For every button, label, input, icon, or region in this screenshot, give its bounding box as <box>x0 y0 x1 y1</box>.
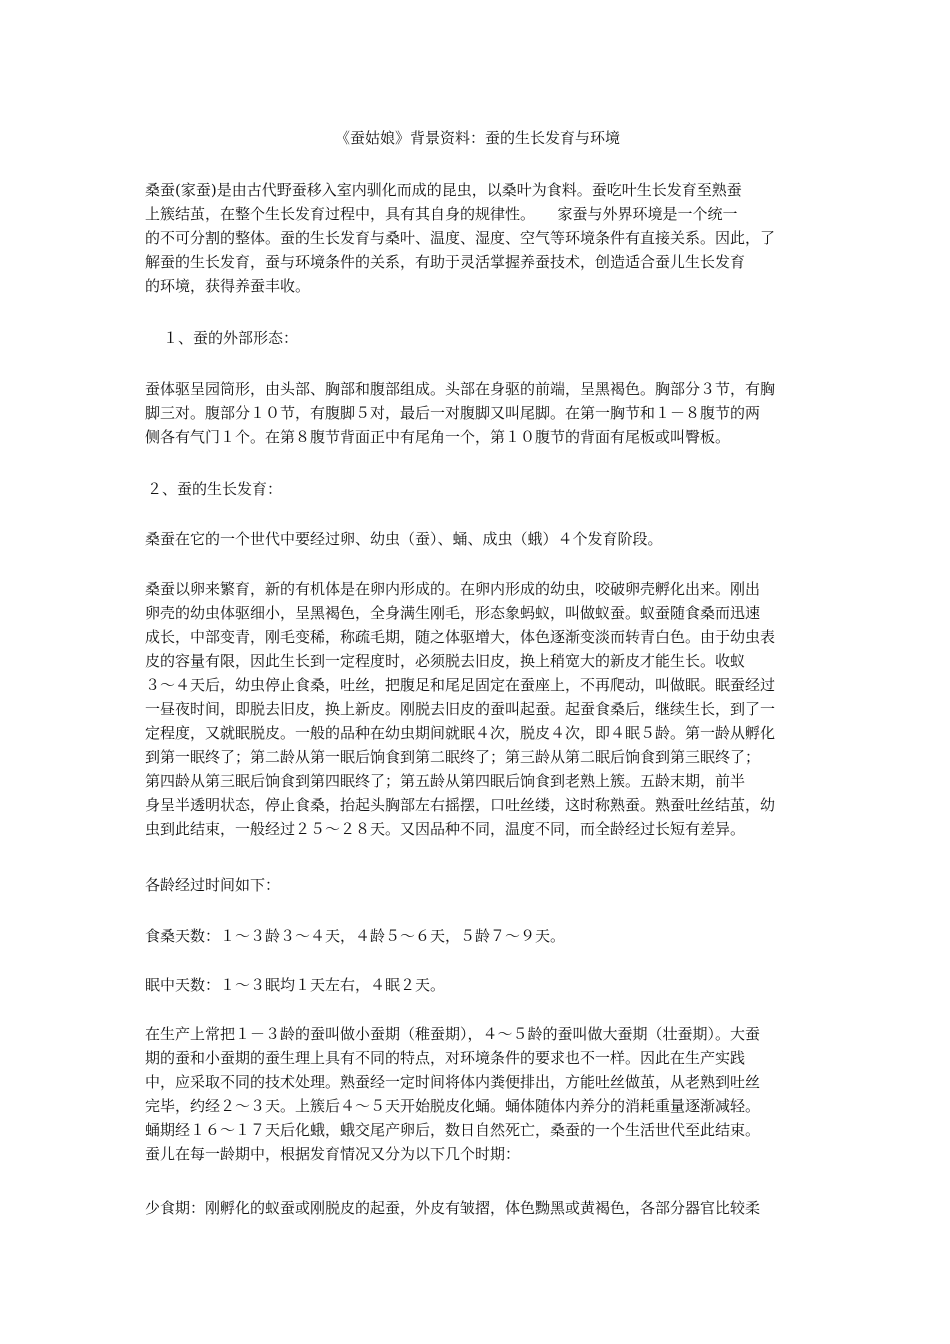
growth-paragraph <box>145 577 810 841</box>
feeding-days: 食桑天数：１～３龄３～４天，４龄５～６天，５龄７～９天。 <box>145 927 566 945</box>
intro-line: 的不可分割的整体。蚕的生长发育与桑叶、温度、湿度、空气等环境条件有直接关系。因此，了 <box>145 229 776 247</box>
growth-line: 到第一眠终了；第二龄从第一眠后饷食到第二眠终了；第三龄从第二眠后饷食到第三眠终了； <box>145 748 761 766</box>
stages-paragraph: 桑蚕在它的一个世代中要经过卵、幼虫（蚕）、蛹、成虫（蛾）４个发育阶段。 <box>145 530 663 548</box>
growth-line: 定程度，又就眠脱皮。一般的品种在幼虫期间就眠４次，脱皮４次，即４眠５龄。第一龄从孵化 <box>145 724 776 742</box>
intro-line: 解蚕的生长发育，蚕与环境条件的关系，有助于灵活掌握养蚕技术，创造适合蚕儿生长发育 <box>145 253 746 271</box>
production-line: 蛹期经１６～１７天后化蛾，蛾交尾产卵后，数日自然死亡，桑蚕的一个生活世代至此结束。 <box>145 1121 761 1139</box>
production-line: 在生产上常把１－３龄的蚕叫做小蚕期（稚蚕期），４～５龄的蚕叫做大蚕期（壮蚕期）。大蚕 <box>145 1025 761 1043</box>
age-intro: 各龄经过时间如下： <box>145 876 281 894</box>
growth-line: 卵壳的幼虫体驱细小，呈黑褐色，全身满生刚毛，形态象蚂蚁，叫做蚁蚕。蚁蚕随食桑而迅速 <box>145 604 761 622</box>
intro-line: 的环境，获得养蚕丰收。 <box>145 277 311 295</box>
production-paragraph <box>145 1022 810 1166</box>
growth-line: 一昼夜时间，即脱去旧皮，换上新皮。刚脱去旧皮的蚕叫起蚕。起蚕食桑后，继续生长，到了一 <box>145 700 776 718</box>
morphology-line: 侧各有气门１个。在第８腹节背面正中有尾角一个，第１０腹节的背面有尾板或叫臀板。 <box>145 428 731 446</box>
molting-days: 眠中天数：１～３眠均１天左右，４眠２天。 <box>145 976 446 994</box>
intro-paragraph <box>145 178 810 298</box>
intro-line: 上簇结茧，在整个生长发育过程中，具有其自身的规律性。 家蚕与外界环境是一个统一 <box>145 205 738 223</box>
morphology-paragraph <box>145 377 810 449</box>
production-line: 完毕，约经２～３天。上簇后４～５天开始脱皮化蛹。蛹体随体内养分的消耗重量逐渐减轻。 <box>145 1097 761 1115</box>
low-feeding-paragraph: 少食期：刚孵化的蚁蚕或刚脱皮的起蚕，外皮有皱摺，体色黝黑或黄褐色，各部分器官比较柔 <box>145 1199 761 1217</box>
intro-line: 桑蚕(家蚕)是由古代野蚕移入室内驯化而成的昆虫，以桑叶为食料。蚕吃叶生长发育至熟蚕 <box>145 181 742 199</box>
morphology-line: 脚三对。腹部分１０节，有腹脚５对，最后一对腹脚又叫尾脚。在第一胸节和１－８腹节的两 <box>145 404 761 422</box>
section-heading-growth: ２、蚕的生长发育： <box>147 480 283 498</box>
growth-line: 桑蚕以卵来繁育，新的有机体是在卵内形成的。在卵内形成的幼虫，咬破卵壳孵化出来。刚出 <box>145 580 761 598</box>
growth-line: 虫到此结束，一般经过２５～２８天。又因品种不同，温度不同，而全龄经过长短有差异。 <box>145 820 746 838</box>
growth-line: 成长，中部变青，刚毛变稀，称疏毛期，随之体驱增大，体色逐渐变淡而转青白色。由于幼虫表 <box>145 628 776 646</box>
section-heading-morphology: １、蚕的外部形态： <box>163 329 299 347</box>
growth-line: 皮的容量有限，因此生长到一定程度时，必须脱去旧皮，换上稍宽大的新皮才能生长。收蚁 <box>145 652 746 670</box>
production-line: 蚕儿在每一龄期中，根据发育情况又分为以下几个时期： <box>145 1145 521 1163</box>
document-title: 《蚕姑娘》背景资料：蚕的生长发育与环境 <box>334 129 620 147</box>
production-line: 中，应采取不同的技术处理。熟蚕经一定时间将体内粪便排出，方能吐丝做茧，从老熟到吐丝 <box>145 1073 761 1091</box>
production-line: 期的蚕和小蚕期的蚕生理上具有不同的特点，对环境条件的要求也不一样。因此在生产实践 <box>145 1049 746 1067</box>
morphology-line: 蚕体驱呈园筒形，由头部、胸部和腹部组成。头部在身驱的前端，呈黑褐色。胸部分３节，有胸 <box>145 380 776 398</box>
growth-line: 身呈半透明状态，停止食桑，抬起头胸部左右摇摆，口吐丝缕，这时称熟蚕。熟蚕吐丝结茧，幼 <box>145 796 776 814</box>
growth-line: ３～４天后，幼虫停止食桑，吐丝，把腹足和尾足固定在蚕座上，不再爬动，叫做眠。眠蚕经过 <box>145 676 776 694</box>
growth-line: 第四龄从第三眠后饷食到第四眠终了；第五龄从第四眠后饷食到老熟上簇。五龄末期，前半 <box>145 772 746 790</box>
